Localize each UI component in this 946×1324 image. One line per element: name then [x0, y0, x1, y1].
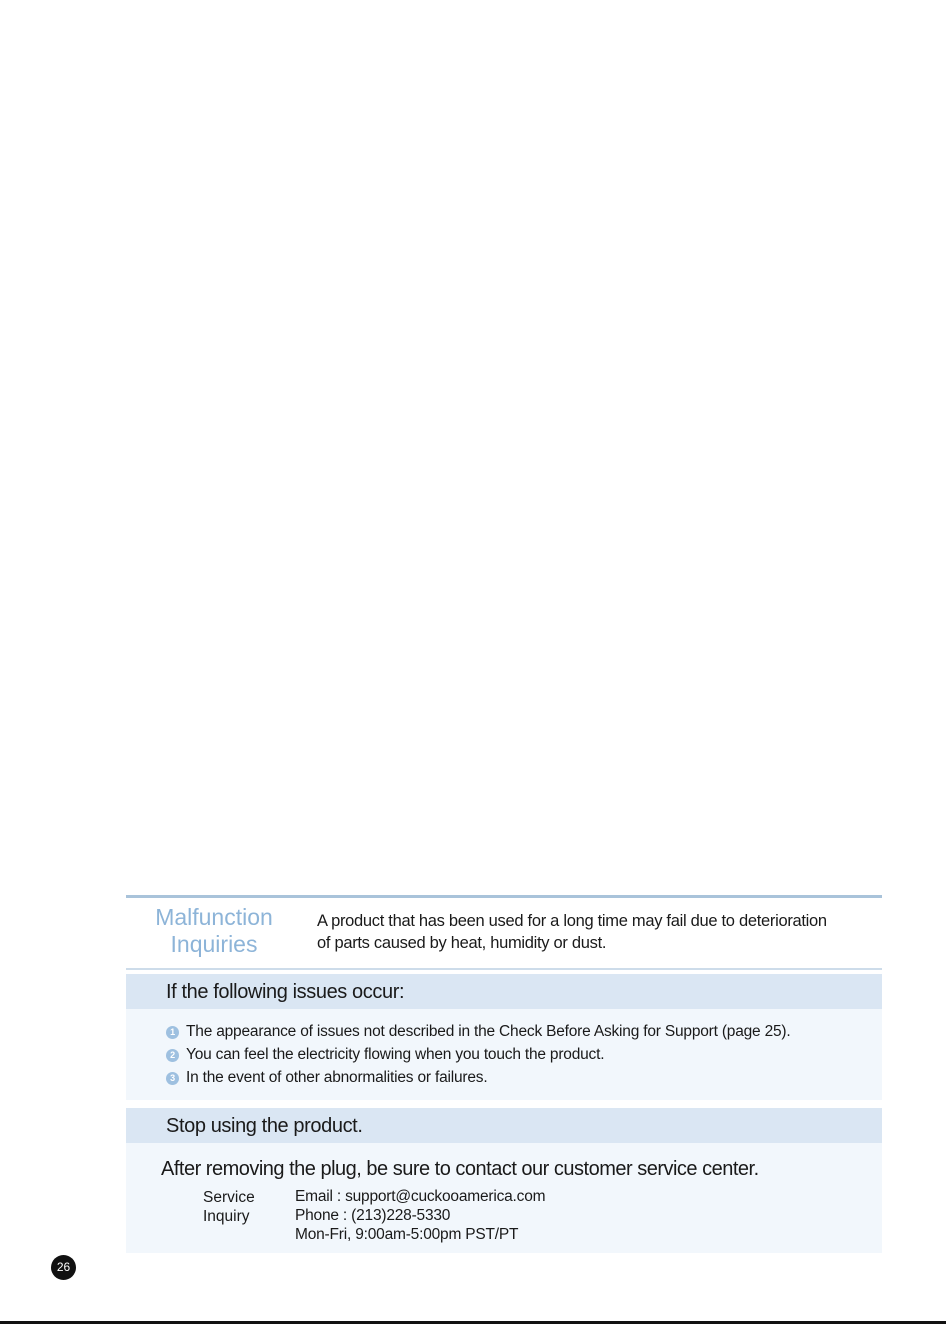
service-inquiry-label — [203, 1188, 255, 1226]
support-hours: Mon-Fri, 9:00am-5:00pm PST/PT — [295, 1226, 519, 1243]
contact-instruction: After removing the plug, be sure to contact our customer service center. — [161, 1158, 759, 1180]
support-email: Email : support@cuckooamerica.com — [295, 1188, 546, 1205]
section-title-line2: Inquiries — [170, 931, 258, 957]
description-line1: A product that has been used for a long time may fail due to deterioration — [317, 912, 827, 930]
service-label-line2: Inquiry — [203, 1208, 250, 1225]
issues-heading-bar — [126, 974, 882, 1009]
contact-box — [126, 1143, 882, 1253]
list-item — [166, 1044, 604, 1066]
section-title-line1: Malfunction — [155, 904, 273, 930]
stop-heading: Stop using the product. — [166, 1115, 363, 1137]
issue-text: The appearance of issues not described in the Check Before Asking for Support (page 25). — [186, 1023, 791, 1040]
page-number-badge: 26 — [51, 1255, 76, 1280]
number-3-icon: 3 — [166, 1072, 179, 1085]
issues-list — [126, 1009, 882, 1100]
list-item — [166, 1021, 791, 1043]
service-contact-info — [295, 1187, 545, 1244]
description-line2: of parts caused by heat, humidity or dust. — [317, 934, 607, 952]
support-phone: Phone : (213)228-5330 — [295, 1207, 451, 1224]
service-label-line1: Service — [203, 1189, 255, 1206]
issue-text: In the event of other abnormalities or failures. — [186, 1069, 488, 1086]
section-title — [126, 904, 302, 958]
malfunction-header — [126, 895, 882, 970]
number-1-icon: 1 — [166, 1026, 179, 1039]
stop-heading-bar — [126, 1108, 882, 1143]
number-2-icon: 2 — [166, 1049, 179, 1062]
issues-heading: If the following issues occur: — [166, 981, 405, 1003]
issue-text: You can feel the electricity flowing when you touch the product. — [186, 1046, 605, 1063]
section-description — [317, 910, 827, 954]
list-item — [166, 1067, 487, 1089]
